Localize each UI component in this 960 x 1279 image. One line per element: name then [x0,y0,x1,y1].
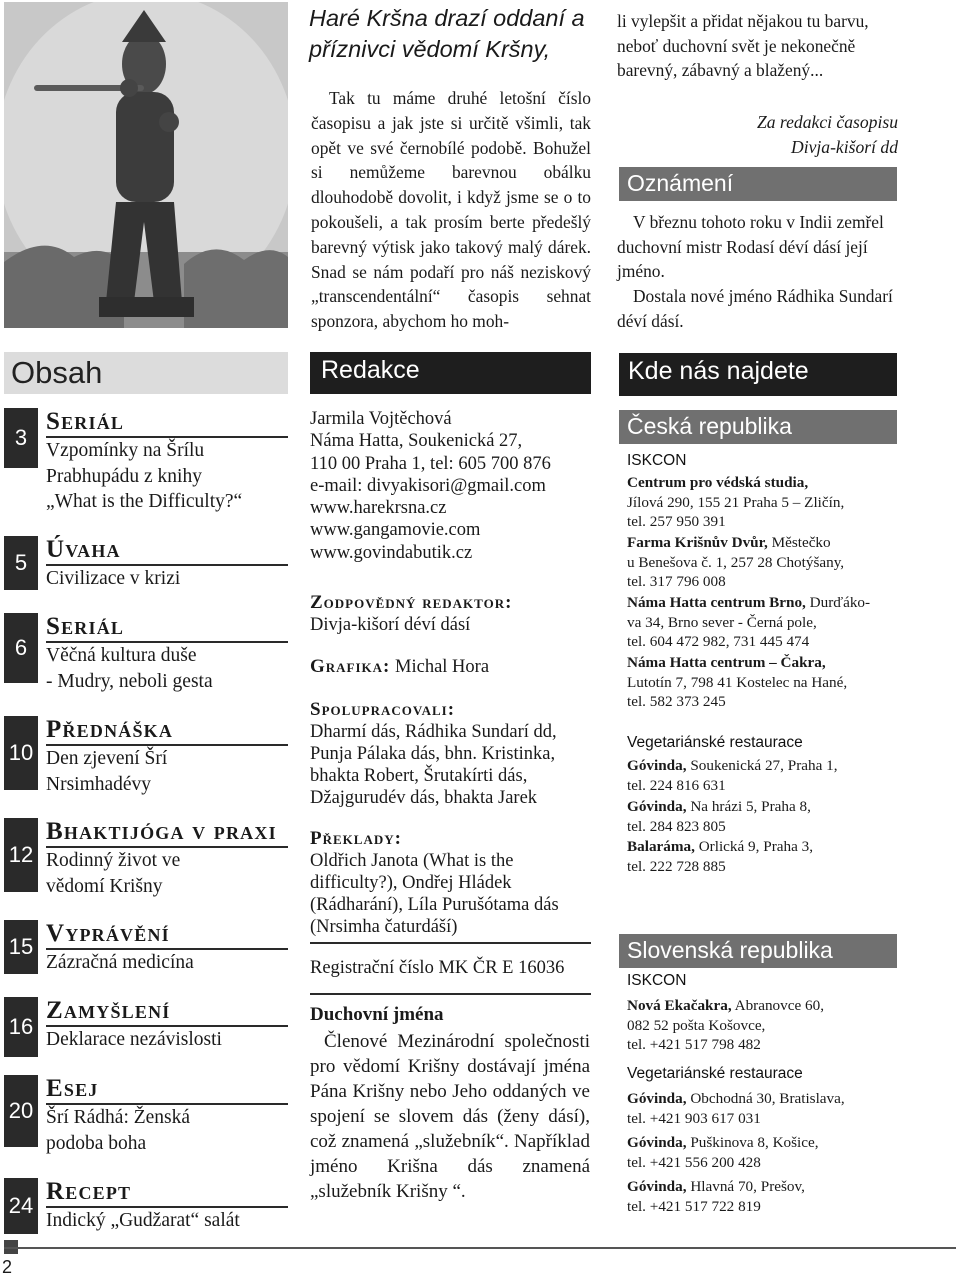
contact-city-phone: 110 00 Praha 1, tel: 605 700 876 [310,453,551,474]
center-entry [627,996,897,1055]
restaurant-name: Góvinda, [627,757,687,774]
toc-entry[interactable] [4,1075,288,1155]
toc-page-number: 24 [4,1178,38,1234]
restaurant-address: Soukenická 27, Praha 1, [686,757,838,774]
contact-name: Jarmila Vojtěchová [310,409,452,429]
website-link[interactable]: www.govindabutik.cz [310,542,473,563]
center-phone: tel. +421 517 798 482 [627,1036,761,1053]
footer-rule [4,1247,956,1249]
signature-line1: Za redakci časopisu [756,112,898,132]
announcement-paragraph: V březnu tohoto roku v Indii zemřel duchovní mistr Rodasí déví dásí její jméno. [617,212,884,282]
toc-page-number: 3 [4,408,38,468]
restaurant-entry [627,1177,897,1216]
contact-email[interactable]: e-mail: divyakisori@gmail.com [310,475,546,496]
center-name: Náma Hatta centrum Brno, [627,594,806,611]
toc-category: Úvaha [46,536,121,563]
announcement-text [617,210,899,334]
center-entry [627,593,897,652]
restaurant-entry [627,1089,897,1128]
announcement-title: Oznámení [627,170,734,196]
locations-title: Kde nás najdete [628,357,809,385]
translations-credit [310,828,595,938]
krishna-statue-photo [4,2,288,328]
toc-entry[interactable] [4,536,288,592]
restaurant-address: Puškinova 8, Košice, [686,1134,819,1151]
toc-entry[interactable] [4,997,288,1053]
editor-label: Zodpovědný redaktor: [310,592,513,613]
country-title-sk: Slovenská republika [627,937,833,963]
restaurants-label: Vegetariánské restaurace [627,1065,803,1082]
toc-category: Vyprávění [46,920,170,947]
restaurant-name: Góvinda, [627,1134,687,1151]
restaurant-phone: tel. 224 816 631 [627,776,726,794]
editor-credit [310,592,595,636]
center-name: Farma Krišnův Dvůr, [627,534,768,551]
toc-entry[interactable] [4,408,288,512]
redakce-header [310,352,591,394]
announcement-paragraph: Dostala nové jméno Rádhika Sundarí déví dásí. [617,286,893,331]
restaurant-entry [627,1133,897,1172]
toc-description: Zázračná medicína [46,952,194,973]
toc-description: Rodinný život ve vědomí Krišny [46,850,181,897]
website-link[interactable]: www.gangamovie.com [310,520,481,541]
center-address: va 34, Brno sever - Černá pole, [627,613,817,631]
toc-category: Recept [46,1178,132,1205]
restaurant-name: Góvinda, [627,1090,687,1107]
center-address: u Benešova č. 1, 257 28 Chotýšany, [627,553,845,571]
collab-label: Spolupracovali: [310,699,456,720]
restaurant-name: Balaráma, [627,838,695,855]
toc-description: Civilizace v krizi [46,568,181,589]
toc-category: Přednáška [46,716,174,743]
redakce-contact [310,408,595,564]
toc-description: Indický „Gudžarat“ salát [46,1210,240,1231]
restaurant-phone: tel. 222 728 885 [627,857,726,875]
center-entry [627,473,897,532]
center-entry [627,653,897,712]
translations-value: Oldřich Janota (What is the difficulty?), Ondřej Hládek (Rádharání), Líla Purušótama dás (Nrsimha čaturdáší) [310,851,559,937]
restaurant-phone: tel. +421 517 722 819 [627,1197,761,1215]
restaurant-entry [627,797,897,836]
collaborators-credit [310,699,595,809]
center-phone: tel. 582 373 245 [627,693,726,710]
contact-address: Náma Hatta, Soukenická 27, [310,431,523,452]
toc-page-number: 16 [4,997,38,1057]
center-phone: tel. 317 796 008 [627,573,726,590]
center-address: 082 52 pošta Košovce, [627,1016,766,1034]
restaurant-name: Góvinda, [627,1178,687,1195]
page-number: 2 [2,1257,13,1277]
editor-value: Divja-kišorí déví dásí [310,615,471,635]
graphics-credit [310,656,595,678]
toc-header [4,352,288,394]
toc-category: Esej [46,1075,99,1102]
restaurant-phone: tel. 284 823 805 [627,817,726,835]
toc-entry[interactable] [4,818,288,898]
collab-value: Dharmí dás, Rádhika Sundarí dd, Punja Pálaka dás, bhn. Kristinka, bhakta Robert, Šrutakírti dás, Džajgurudév dás, bhakta Jarek [310,722,557,808]
center-name: Centrum pro védská studia, [627,474,809,491]
restaurant-address: Orlická 9, Praha 3, [694,838,814,855]
toc-page-number: 5 [4,536,38,590]
translations-label: Překlady: [310,828,402,849]
intro-paragraph: Tak tu máme druhé letošní číslo časopisu a jak jste si určitě všimli, tak opět ve své černobílé podobě. Bohužel si nemůžeme barevnou obálku dlouhodobě dovolit, i když jsme se o to pokoušeli, a tak prosím berte předešlý barevný výtisk jako takový malý dárek. Snad se nám podaří pro náš neziskový „transcendentální“ časopis sehnat sponzora, abychom ho moh- [311,88,591,332]
toc-page-number: 10 [4,716,38,790]
restaurant-address: Obchodná 30, Bratislava, [686,1090,845,1107]
announcement-header [619,167,897,201]
toc-title: Obsah [11,355,103,390]
toc-description: Den zjevení Šrí Nrsimhadévy [46,748,168,795]
intro-text [311,86,591,334]
divider [310,993,591,995]
restaurant-entry [627,756,897,795]
toc-page-number: 12 [4,818,38,892]
center-address: Lutotín 7, 798 41 Kostelec na Hané, [627,673,848,691]
restaurant-phone: tel. +421 556 200 428 [627,1153,761,1171]
restaurants-label: Vegetariánské restaurace [627,734,803,751]
center-name: Nová Ekačakra, [627,997,732,1014]
toc-category: Bhaktijóga v praxi [46,818,277,845]
country-header-cz [619,410,897,444]
restaurant-phone: tel. +421 903 617 031 [627,1109,761,1127]
toc-category: Zamyšlení [46,997,171,1024]
spiritual-names-text: Členové Mezinárodní společnosti pro vědomí Krišny dostávají jména Pána Krišny nebo Jeho oddaných ve spojení se slovem dás (ženy dásí), což znamená „služebník“. Například jméno Krišna dás znamená „služebník Krišny “. [310,1031,590,1202]
country-header-sk [619,934,897,968]
iskcon-label: ISKCON [627,972,687,989]
intro-heading: Haré Kršna drazí oddaní a příznivci vědomí Kršny, [309,5,585,62]
toc-description: Věčná kultura duše - Mudry, neboli gesta [46,645,213,692]
toc-description: Vzpomínky na Šrílu Prabhupádu z knihy „What is the Difficulty?“ [46,440,243,512]
toc-category: Seriál [46,408,125,435]
restaurant-address: Hlavná 70, Prešov, [686,1178,805,1195]
graphics-label: Grafika: [310,656,391,677]
center-address: Městečko [767,534,831,551]
restaurant-name: Góvinda, [627,798,687,815]
toc-entry[interactable] [4,920,288,976]
intro-continued: li vylepšit a přidat nějakou tu barvu, neboť duchovní svět je nekonečně barevný, zábavný a blažený... [617,11,869,80]
locations-header [619,353,897,396]
center-name: Náma Hatta centrum – Čakra, [627,654,826,671]
redakce-title: Redakce [321,356,420,384]
center-address: Durďáko- [805,594,871,611]
toc-page-number: 6 [4,613,38,683]
spiritual-names-heading: Duchovní jména [310,1004,444,1025]
restaurant-address: Na hrázi 5, Praha 8, [686,798,811,815]
toc-entry[interactable] [4,716,288,796]
center-address: Abranovce 60, [731,997,825,1014]
toc-page-number: 20 [4,1075,38,1147]
center-entry [627,533,897,592]
graphics-value: Michal Hora [395,657,490,677]
toc-description: Deklarace nezávislosti [46,1029,222,1050]
toc-entry[interactable] [4,613,288,693]
toc-description: Šrí Rádhá: Ženská podoba boha [46,1107,191,1154]
signature-line2: Divja-kišorí dd [790,137,898,157]
center-address: Jílová 290, 155 21 Praha 5 – Zličín, [627,493,845,511]
toc-category: Seriál [46,613,125,640]
divider [310,942,591,944]
registration-number: Registrační číslo MK ČR E 16036 [310,958,565,978]
center-phone: tel. 257 950 391 [627,513,726,530]
iskcon-label: ISKCON [627,452,687,469]
country-title-cz: Česká republika [627,413,792,439]
restaurant-entry [627,837,897,876]
website-link[interactable]: www.harekrsna.cz [310,498,447,519]
center-phone: tel. 604 472 982, 731 445 474 [627,633,810,650]
toc-entry[interactable] [4,1178,288,1234]
toc-page-number: 15 [4,920,38,974]
